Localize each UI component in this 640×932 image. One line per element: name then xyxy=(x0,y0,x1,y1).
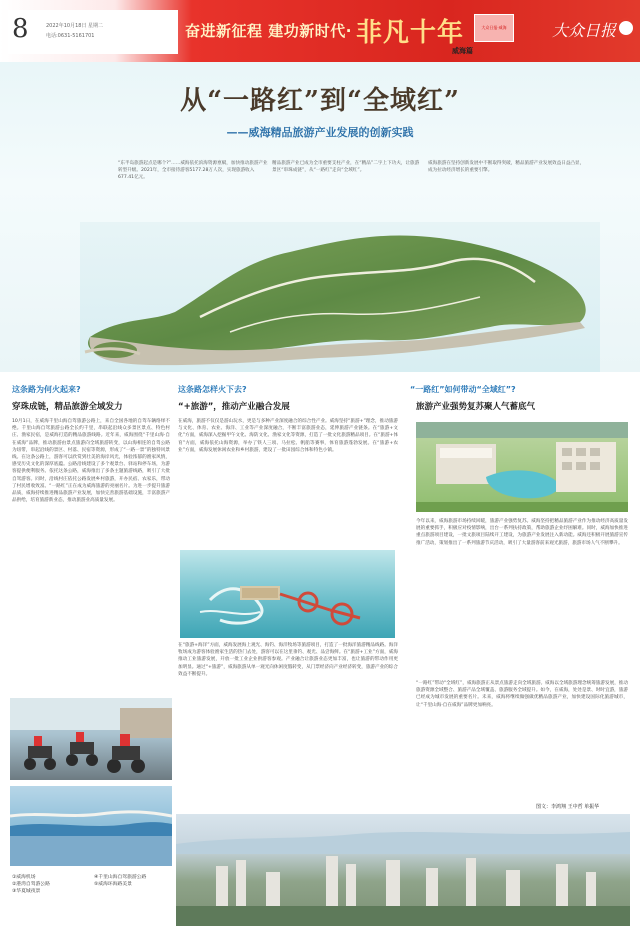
caption-item: ①威海机场 xyxy=(12,875,36,880)
byline: 图文：李鸿翔 王中哲 单振华 xyxy=(536,804,600,810)
motorcycle-photo xyxy=(10,698,172,780)
caption-item: ⑤威海环海路美景 xyxy=(94,882,132,887)
column2-body-top: 在威海，旅游不仅仅是游山玩水，更是与多种产业深度融合的综合性产业。威海坚持“旅游+”理念，推动旅游与文化、体育、农业、海洋、工业等产业深度融合，不断丰富旅游业态，延伸旅游产业链条。在“旅游+文化”方面，威海深入挖掘甲午文化、海防文化、渔家文化等资源，打造了一批文化旅游精品项目。在“旅游+体育”方面，威海依托山海资源，举办了铁人三项、马拉松、帆船等赛事，体育旅游蓬勃发展。在“旅游+农业”方面，威海发展休闲农业和乡村旅游，建设了一批田园综合体和特色小镇。 xyxy=(178,419,398,453)
column3-heading: “一路红”如何带动“全域红”? xyxy=(410,385,516,394)
slogan: 奋进新征程 建功新时代· xyxy=(185,22,352,40)
column3-subheading: 旅游产业强势复苏聚人气蓄底气 xyxy=(416,402,536,412)
column2-body-bottom: 在“旅游+海洋”方面，威海发展海上观光、海钓、海洋牧场等旅游项目，打造了一批海洋旅游精品线路。海洋牧场成为游客体验渔家生活的热门去处，游客可以在这里垂钓、观光、品尝海鲜。在“旅游+工业”方面，威海推动工业旅游发展，开放一批工业企业供游客参观。产业融合让旅游业态更加丰富，也让旅游的带动作用更加明显。通过“+旅游”，威海旅游从单一观光向休闲度假转变，从门票经济向产业经济转变，旅游产业的综合效益不断提升。 xyxy=(178,643,398,677)
page-number: 8 xyxy=(12,14,29,44)
caption-item: ②港湾自驾游公路 xyxy=(12,882,50,887)
column3-body-bottom: “一路红”带动“全域红”，威海旅游正从景点旅游走向全域旅游。威海以全域旅游理念统筹旅游发展，推动旅游资源全域整合、旅游产品全域覆盖、旅游服务全域提升。如今，在威海，处处是景、时时宜游，旅游已经成为城市发展的重要名片。未来，威海将继续做强做优精品旅游产业，加快建设国际化旅游城市，让“千里山海·自在威海”品牌更加响亮。 xyxy=(416,681,628,708)
column3-body-top: 今年以来，威海旅游市场持续回暖，旅游产业强势复苏。威海坚持把精品旅游产业作为推动经济高质量发展的重要抓手，积极应对疫情影响，出台一系列扶持政策，帮助旅游企业纾困解难。同时，威海加快推进重点旅游项目建设，一批文旅项目陆续开工建设，为旅游产业发展注入新动能。威海还积极开展旅游宣传推广活动，策划推出了一系列旅游节庆活动，吸引了大量游客前来观光旅游，旅游市场人气不断攀升。 xyxy=(416,519,628,546)
caption-list-left xyxy=(12,874,92,895)
resort-photo xyxy=(416,422,628,512)
section-label: 威海篇 xyxy=(452,47,473,55)
caption-item: ③华夏城夜景 xyxy=(12,889,41,894)
banner-title: 非凡十年 xyxy=(356,18,465,48)
newspaper-name: 大众日报 xyxy=(552,21,617,40)
column1-heading: 这条路为何火起来? xyxy=(12,385,81,394)
column1-body: 10月1日，在威海千里山海自驾旅游公路上，来自全国各地的自驾车辆络绎不绝。千里山海自驾旅游公路全长约千里，串联起沿线众多景区景点、特色村庄、渔家民宿，是威海打造的精品旅游线路。近年来，威海围绕“千里山海·自在威海”品牌，推动旅游由景点旅游向全域旅游转变，以山海相连的自驾公路为纽带，串起沿线的景区、村落、民宿等资源，形成了“一路一景”的独特风景线。在这条公路上，游客可以欣赏到壮美的海岸风光，体验浓郁的渔家风情，感受历史文化的深厚底蕴。公路沿线建设了多个观景台、驿站和停车场，为游客提供便利服务。依托这条公路，威海推出了多条主题旅游线路，吸引了大批自驾游客。同时，沿线村庄依托公路发展乡村旅游，开办民宿、农家乐，带动了村民增收致富。“一路红”正在成为威海旅游的亮丽名片。为进一步提升旅游品质，威海持续推进精品旅游产业发展，加快完善旅游基础设施，丰富旅游产品供给，培育旅游新业态，推动旅游业高质量发展。 xyxy=(12,419,170,504)
issue-date: 2022年10月18日 星期二 xyxy=(46,23,104,29)
column2-heading: 这条路怎样火下去? xyxy=(178,385,247,394)
sea-platform-photo xyxy=(180,550,395,638)
masthead xyxy=(0,0,640,62)
intro-paragraph: “东半岛旅游起点是哪个?”……威海依托滨海资源禀赋，加快推动旅游产业转型升级。2021年，全市接待游客5177.28万人次，实现旅游收入677.41亿元。 xyxy=(118,161,268,180)
column2-subheading: “+旅游”，推动产业融合发展 xyxy=(178,402,290,412)
column1-subheading: 穿珠成链，精品旅游全域发力 xyxy=(12,402,123,412)
intro-paragraph: 精品旅游产业已成为全市重要支柱产业，在“精品”二字上下功夫，让旅游景区“串珠成链”，从“一路红”走向“全域红”。 xyxy=(272,161,420,173)
page-subtitle: ——威海精品旅游产业发展的创新实践 xyxy=(226,126,414,139)
intro-paragraph: 威海旅游在坚持创新发展中不断取得突破，精品旅游产业发展效益日益凸显，成为拉动经济增长的重要引擎。 xyxy=(428,161,585,173)
page-title: 从“一路红”到“全域红” xyxy=(180,86,460,116)
caption-item: ④千里山海自驾旅游公路 xyxy=(94,875,147,880)
island-photo xyxy=(80,222,600,372)
newspaper-emblem-icon xyxy=(616,18,636,38)
event-logo: 大众日报·威海 xyxy=(474,14,514,42)
hero-area xyxy=(0,62,640,372)
city-photo xyxy=(176,814,630,926)
coast-photo xyxy=(10,786,172,866)
editor-line: 电话:0631-5161701 xyxy=(46,33,95,39)
caption-list-right xyxy=(94,874,174,888)
